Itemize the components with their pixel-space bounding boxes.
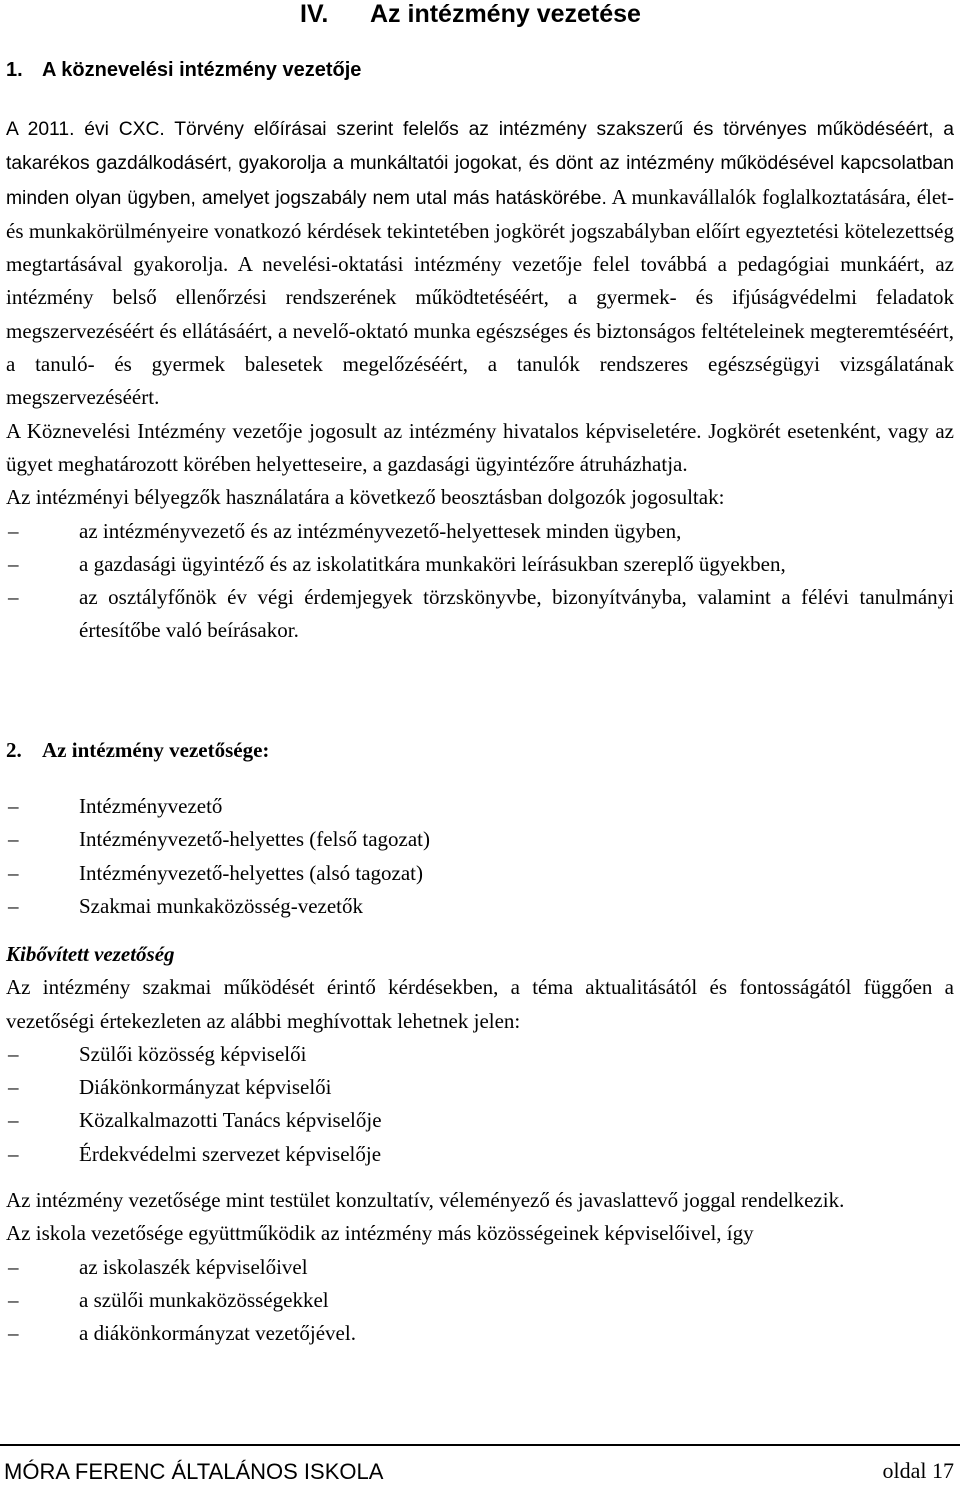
section-1-heading (6, 59, 361, 82)
footer-school-name: MÓRA FERENC ÁLTALÁNOS ISKOLA (4, 1459, 384, 1484)
list-item: – Intézményvezető-helyettes (felső tagozat) (6, 823, 954, 856)
chapter-heading (300, 0, 641, 29)
section-1-body (6, 112, 954, 648)
invitees-list (6, 1038, 954, 1171)
leadership-block (6, 790, 954, 923)
section-1-paragraph-2: A Köznevelési Intézmény vezetője jogosult az intézmény hivatalos képviseletére. Jogkörét esetenként, vagy az ügyet meghatározott körében helyetteseire, a gazdasági ügyintézőre átruházhatja. (6, 418, 954, 476)
consultative-paragraph: Az intézmény vezetősége mint testület konzultatív, véleményező és javaslattevő joggal rendelkezik. (6, 1188, 845, 1212)
cooperation-list (6, 1251, 954, 1351)
section-2-title: Az intézmény vezetősége: (42, 738, 270, 762)
section-2-heading (6, 738, 269, 763)
section-1-number: 1. (6, 59, 23, 81)
list-item: – Intézményvezető-helyettes (alsó tagozat) (6, 857, 954, 890)
list-item: – Diákönkormányzat képviselői (6, 1071, 954, 1104)
section-1-paragraph-1 (6, 112, 954, 415)
section-1-paragraph-3: Az intézményi bélyegzők használatára a következő beosztásban dolgozók jogosultak: (6, 485, 725, 510)
section-2-number: 2. (6, 738, 22, 762)
list-item: – a diákönkormányzat vezetőjével. (6, 1317, 954, 1350)
stamp-usage-list (6, 515, 954, 648)
list-item: – Közalkalmazotti Tanács képviselője (6, 1104, 954, 1137)
list-item: – az iskolaszék képviselőivel (6, 1251, 954, 1284)
list-item: – az intézményvezető és az intézményvezető-helyettesek minden ügyben, (6, 515, 954, 548)
footer-page-number: oldal 17 (882, 1458, 954, 1483)
section-1-title: A köznevelési intézmény vezetője (42, 59, 362, 81)
cooperation-paragraph: Az iskola vezetősége együttműködik az intézmény más közösségeinek képviselőivel, így (6, 1221, 754, 1246)
list-item: – a gazdasági ügyintéző és az iskolatitkára munkaköri leírásukban szereplő ügyekben, (6, 548, 954, 581)
list-item: – az osztályfőnök év végi érdemjegyek törzskönyvbe, bizonyítványba, valamint a félévi tanulmányi értesítőbe való beírásakor. (6, 581, 954, 648)
paragraph-1-serif-part: A munkavállalók foglalkoztatására, élet- és munkakörülményeire vonatkozó kérdések tekintetében jogkörét jogszabályban előírt egyeztetési kötelezettség megtartásával gyakorolja. A nevelési-oktatási intézmény vezetője felel továbbá a pedagógiai munkáért, az intézmény belső ellenőrzési rendszerének működtetéséért, a gyermek- és ifjúságvédelmi feladatok megszervezéséért és ellátásáért, a nevelő-oktató munka egészséges és biztonságos feltételeinek megteremtéséért, a tanuló- és gyermek balesetek megelőzéséért, a tanulók rendszeres egészségügyi vizsgálatának megszervezéséért. (6, 184, 955, 410)
list-item: – Intézményvezető (6, 790, 954, 823)
list-item: – Szakmai munkaközösség-vezetők (6, 890, 954, 923)
extended-leadership-title: Kibővített vezetőség (6, 942, 175, 966)
chapter-title: Az intézmény vezetése (370, 0, 641, 28)
list-item: – Szülői közösség képviselői (6, 1038, 954, 1071)
paragraph-1-sans-part: A 2011. évi CXC. Törvény előírásai szerint felelős az intézmény szakszerű és törvényes működéséért, a takarékos gazdálkodásért, gyakorolja a munkáltatói jogokat, és dönt az intézmény működésével kapcsolatban minden olyan ügyben, amelyet jogszabály nem utal más hatáskörébe. (6, 119, 954, 209)
leadership-list (6, 790, 954, 923)
extended-leadership-paragraph: Az intézmény szakmai működését érintő kérdésekben, a téma aktualitásától és fontosságától függően a vezetőségi értekezleten az alábbi meghívottak lehetnek jelen: (6, 975, 954, 1033)
chapter-number: IV. (300, 0, 329, 28)
list-item: – Érdekvédelmi szervezet képviselője (6, 1138, 954, 1171)
extended-leadership-block (6, 938, 954, 1171)
cooperation-block (6, 1184, 954, 1350)
list-item: – a szülői munkaközösségekkel (6, 1284, 954, 1317)
footer-divider (0, 1444, 960, 1446)
